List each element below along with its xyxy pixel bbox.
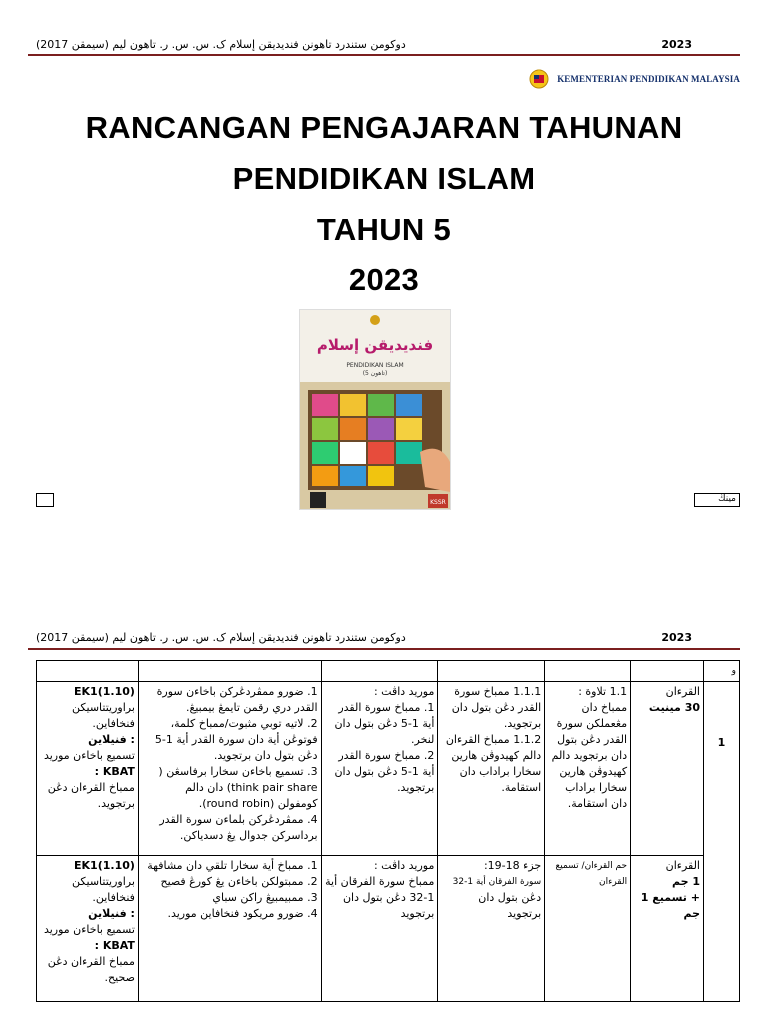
week-number: 1 [704, 682, 740, 1002]
header-rule [28, 54, 740, 56]
content-standard-cell-row1 [545, 682, 631, 856]
notes-line: : فنيلاين [88, 907, 135, 920]
learning-line: جزء 18-19: [483, 859, 542, 872]
jigsaw-puzzle-illustration [300, 382, 451, 510]
standard-line: حم القرءان/ تسميع القرءان [555, 861, 628, 887]
header-cell [545, 661, 631, 682]
standard-line: ممباخ دان مڠعملكن سورة القدر دڠن بتول دان برتجويد دالم كهيدوڤن هارين سخارا براداب دان استقامة. [551, 701, 628, 810]
activity-line: 1. ضورو ممڤردڠركن باخاءن سورة القدر دري رقمن تايمڠ بيمبيڠ. [156, 685, 318, 714]
notes-line: KBAT : [94, 765, 135, 778]
topic-line: القرءان [665, 685, 700, 698]
document-label: دوكومن ستندرد تاهونن فنديديقن إسلام ک. س. س. ر. تاهون ليم (سيمقن 2017) [36, 38, 406, 51]
content-standard-cell-row2 [545, 856, 631, 1002]
malaysia-crest-icon [527, 67, 551, 91]
activity-cell-row2 [138, 856, 321, 1002]
lesson-plan-table [36, 660, 740, 1002]
title-line-2: PENDIDIKAN ISLAM [232, 161, 536, 196]
header-rule-2 [28, 648, 740, 650]
activity-line: 2. لاتيه توبي مثبوت/ممباخ كلمة، فوتوڠن أية دان سورة القدر أية 1-5 دڠن بتول دان برتجويد. [154, 717, 318, 762]
header-year: 2023 [661, 38, 692, 51]
ministry-name: KEMENTERIAN PENDIDIKAN MALAYSIA [557, 74, 740, 84]
activity-line: 3. تسميع باخاءن سخارا برفاسڠن ( think pair share) دان دالم كومفولن (round robin). [158, 765, 318, 810]
learning-line: 1.1.1 ممباخ سورة القدر دڠن بتول دان برتجويد. [451, 685, 542, 730]
page-header-2 [36, 631, 740, 647]
table-row [37, 856, 740, 1002]
notes-cell-row2 [37, 856, 139, 1002]
notes-line: براوريتتاسيكن فنخافاين. [72, 701, 135, 730]
header-cell [138, 661, 321, 682]
objective-line: موريد داڤت : [373, 685, 435, 698]
notes-line: EK1(1.10) [74, 685, 135, 698]
topic-cell-row1 [631, 682, 704, 856]
learning-line: دڠن بتول دان برتجويد [478, 891, 542, 920]
notes-line: براوريتتاسيكن فنخافاين. [72, 875, 135, 904]
notes-line: : فنيلاين [88, 733, 135, 746]
notes-line: تسميع باخاءن موريد [43, 749, 135, 762]
activity-cell-row1 [138, 682, 321, 856]
activity-line: 4. ضورو مريكود فنخافاين موريد. [167, 907, 318, 920]
cover-year-label: (تاهون 5) [362, 370, 388, 377]
activity-line: 1. ممباخ أية سخارا تلقي دان مشافهة [147, 859, 318, 872]
header-cell [631, 661, 704, 682]
cover-crest-icon [368, 314, 382, 326]
objective-line: موريد داڤت : [373, 859, 435, 872]
notes-cell-row1 [37, 682, 139, 856]
notes-line: EK1(1.10) [74, 859, 135, 872]
topic-line: 30 مينيت [648, 701, 700, 714]
table-row [37, 682, 740, 856]
notes-line: ممباخ القرءان دڠن صحيح. [47, 955, 135, 984]
week-header: و [704, 661, 740, 682]
cover-latin-title: PENDIDIKAN ISLAM [346, 362, 404, 369]
objective-cell-row1 [321, 682, 438, 856]
topic-line: القرءان [665, 859, 700, 872]
learning-line: سورة الفرقان أية 1-32 [452, 877, 542, 887]
objective-line: ممباخ سورة الفرقان أية 1-32 دڠن بتول دان برتجويد [325, 875, 435, 920]
activity-line: 4. ممڤردڠركن بلماءن سورة القدر برداسركن جدوال يڠ دسدياكن. [159, 813, 318, 842]
table-header-row [37, 661, 740, 682]
left-edge-box [36, 493, 54, 507]
title-line-3: TAHUN 5 [316, 212, 452, 247]
header-cell [321, 661, 438, 682]
page-header-1 [36, 38, 740, 54]
notes-line: KBAT : [94, 939, 135, 952]
activity-line: 2. ممبتولكن باخاءن يڠ كورڠ فصيح [160, 875, 318, 888]
learning-standard-cell-row2 [438, 856, 545, 1002]
right-edge-box: مينڬ [694, 493, 740, 507]
document-label-2: دوكومن ستندرد تاهونن فنديديقن إسلام ک. س. س. ر. تاهون ليم (سيمقن 2017) [36, 631, 406, 644]
title-line-4: 2023 [348, 262, 420, 297]
notes-line: ممباخ القرءان دڠن برتجويد. [47, 781, 135, 810]
cover-arabic-title: فنديديقن إسلام [316, 336, 434, 354]
activity-line: 3. ممبيمبيڠ راكن سباي [212, 891, 318, 904]
learning-standard-cell-row1 [438, 682, 545, 856]
topic-line: + تسميع 1 جم [640, 891, 700, 920]
topic-cell-row2 [631, 856, 704, 1002]
learning-line: 1.1.2 ممباخ القرءان دالم كهيدوڤن هارين سخارا براداب دان استقامة. [445, 733, 542, 794]
title-line-1: RANCANGAN PENGAJARAN TAHUNAN [85, 110, 683, 145]
standard-line: 1.1 تلاوة : [578, 685, 628, 698]
objective-line: 2. ممباخ سورة القدر أية 1-5 دڠن بتول دان برتجويد. [334, 749, 435, 794]
book-cover-image [299, 309, 451, 510]
notes-line: تسميع باخاءن موريد [43, 923, 135, 936]
objective-cell-row2 [321, 856, 438, 1002]
objective-line: 1. ممباخ سورة القدر أية 1-5 دڠن بتول دان لنخر. [334, 701, 435, 746]
header-cell [438, 661, 545, 682]
topic-line: 1 جم [671, 875, 700, 888]
ministry-logo-block [527, 66, 740, 92]
cover-badge: KSSR [430, 499, 446, 506]
header-year-2: 2023 [661, 631, 692, 644]
header-cell [37, 661, 139, 682]
